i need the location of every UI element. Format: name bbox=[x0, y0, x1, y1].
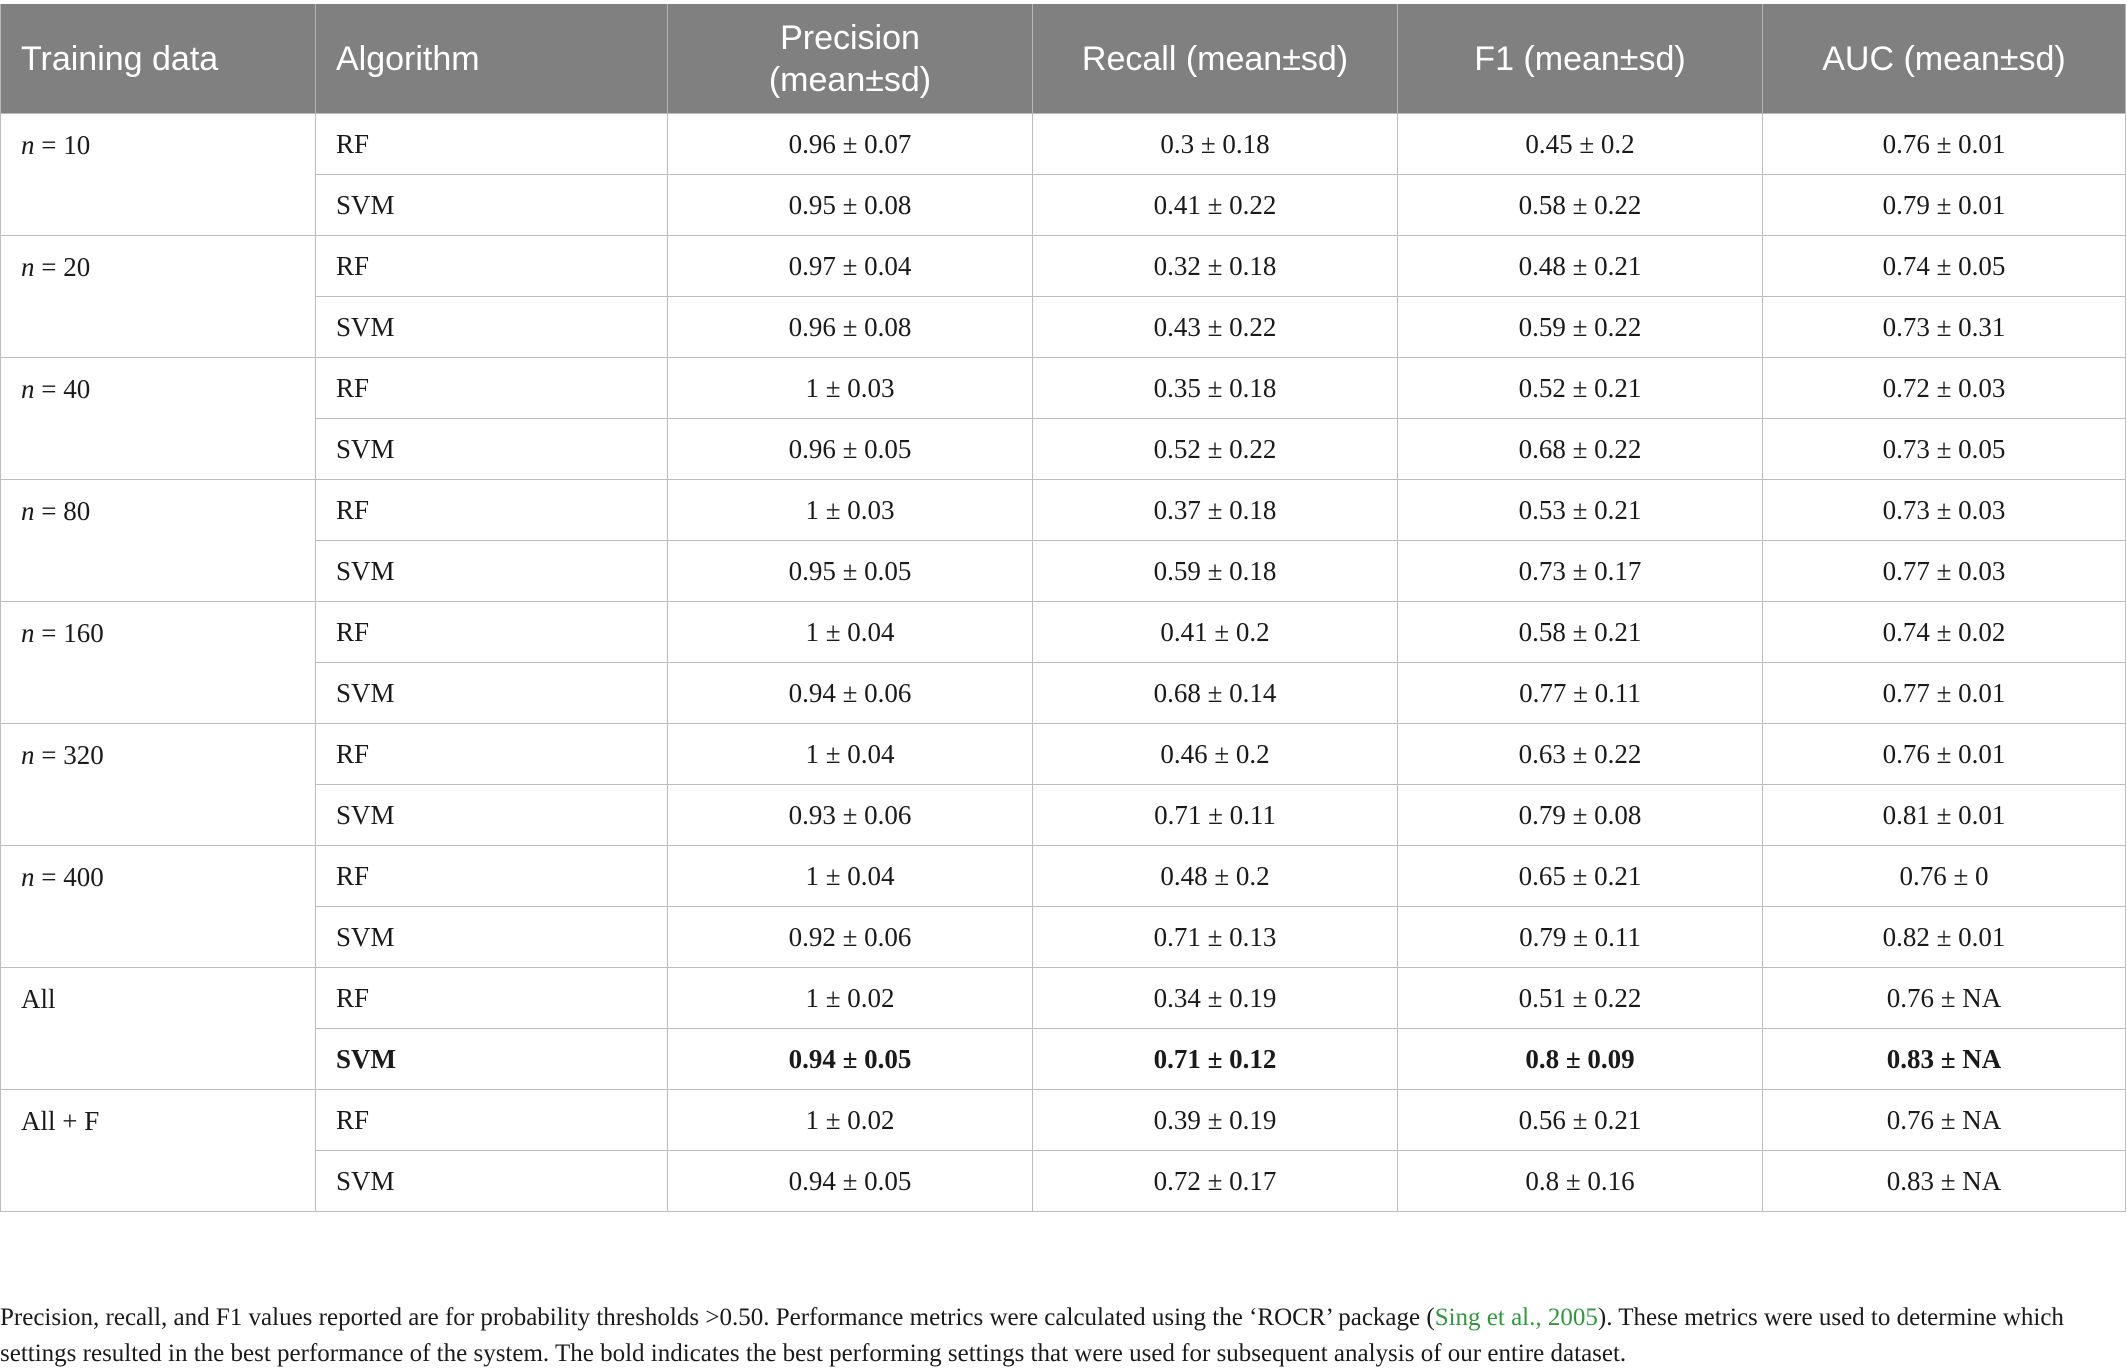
header-algorithm: Algorithm bbox=[316, 4, 668, 114]
table-row bbox=[1, 541, 2126, 602]
auc-cell: 0.83 ± NA bbox=[1763, 1029, 2126, 1090]
auc-cell: 0.76 ± NA bbox=[1763, 1090, 2126, 1151]
recall-cell: 0.72 ± 0.17 bbox=[1033, 1151, 1398, 1212]
table-body bbox=[1, 114, 2126, 1212]
training-data-label: = 320 bbox=[34, 740, 104, 770]
algorithm-cell: SVM bbox=[316, 419, 668, 480]
precision-cell: 0.96 ± 0.07 bbox=[668, 114, 1033, 175]
training-data-cell bbox=[1, 236, 316, 358]
footnote-text-2: ). These metrics were used to determine which settings resulted in the best performance of the system. The bold indicates the best performing settings that were used for subsequent analysis of our entire dataset. bbox=[0, 1304, 2064, 1367]
algorithm-cell: RF bbox=[316, 724, 668, 785]
f1-cell: 0.79 ± 0.11 bbox=[1398, 907, 1763, 968]
table-row bbox=[1, 785, 2126, 846]
recall-cell: 0.3 ± 0.18 bbox=[1033, 114, 1398, 175]
auc-cell: 0.73 ± 0.03 bbox=[1763, 480, 2126, 541]
recall-cell: 0.59 ± 0.18 bbox=[1033, 541, 1398, 602]
auc-cell: 0.76 ± 0.01 bbox=[1763, 724, 2126, 785]
f1-cell: 0.45 ± 0.2 bbox=[1398, 114, 1763, 175]
table-row bbox=[1, 724, 2126, 785]
footnote-text-1: Precision, recall, and F1 values reported are for probability thresholds >0.50. Performance metrics were calculated using the ‘ROCR’ package ( bbox=[0, 1304, 1435, 1331]
f1-cell: 0.52 ± 0.21 bbox=[1398, 358, 1763, 419]
training-data-cell bbox=[1, 480, 316, 602]
algorithm-cell: RF bbox=[316, 236, 668, 297]
auc-cell: 0.77 ± 0.03 bbox=[1763, 541, 2126, 602]
algorithm-cell: SVM bbox=[316, 1151, 668, 1212]
precision-cell: 1 ± 0.02 bbox=[668, 1090, 1033, 1151]
table-row bbox=[1, 175, 2126, 236]
n-variable: n bbox=[21, 862, 35, 892]
table-row bbox=[1, 297, 2126, 358]
f1-cell: 0.53 ± 0.21 bbox=[1398, 480, 1763, 541]
f1-cell: 0.59 ± 0.22 bbox=[1398, 297, 1763, 358]
recall-cell: 0.52 ± 0.22 bbox=[1033, 419, 1398, 480]
header-precision-line2: (mean±sd) bbox=[768, 60, 932, 99]
recall-cell: 0.41 ± 0.2 bbox=[1033, 602, 1398, 663]
auc-cell: 0.76 ± 0.01 bbox=[1763, 114, 2126, 175]
table-row bbox=[1, 114, 2126, 175]
recall-cell: 0.46 ± 0.2 bbox=[1033, 724, 1398, 785]
header-recall: Recall (mean±sd) bbox=[1033, 4, 1398, 114]
table-row bbox=[1, 602, 2126, 663]
n-variable: n bbox=[21, 252, 35, 282]
precision-cell: 0.94 ± 0.06 bbox=[668, 663, 1033, 724]
auc-cell: 0.82 ± 0.01 bbox=[1763, 907, 2126, 968]
auc-cell: 0.73 ± 0.05 bbox=[1763, 419, 2126, 480]
f1-cell: 0.48 ± 0.21 bbox=[1398, 236, 1763, 297]
recall-cell: 0.48 ± 0.2 bbox=[1033, 846, 1398, 907]
training-data-label: = 40 bbox=[34, 374, 91, 404]
algorithm-cell: SVM bbox=[316, 663, 668, 724]
f1-cell: 0.63 ± 0.22 bbox=[1398, 724, 1763, 785]
table-row bbox=[1, 419, 2126, 480]
precision-cell: 0.94 ± 0.05 bbox=[668, 1029, 1033, 1090]
training-data-cell bbox=[1, 358, 316, 480]
algorithm-cell: RF bbox=[316, 602, 668, 663]
n-variable: n bbox=[21, 374, 35, 404]
table-row bbox=[1, 846, 2126, 907]
precision-cell: 0.96 ± 0.05 bbox=[668, 419, 1033, 480]
f1-cell: 0.65 ± 0.21 bbox=[1398, 846, 1763, 907]
algorithm-cell: RF bbox=[316, 114, 668, 175]
algorithm-cell: RF bbox=[316, 968, 668, 1029]
training-data-cell bbox=[1, 114, 316, 236]
precision-cell: 0.97 ± 0.04 bbox=[668, 236, 1033, 297]
results-table bbox=[0, 4, 2126, 1212]
precision-cell: 1 ± 0.04 bbox=[668, 602, 1033, 663]
header-row bbox=[1, 4, 2126, 114]
table-row bbox=[1, 1029, 2126, 1090]
precision-cell: 0.92 ± 0.06 bbox=[668, 907, 1033, 968]
citation-link[interactable]: Sing et al., 2005 bbox=[1434, 1304, 1598, 1331]
recall-cell: 0.71 ± 0.13 bbox=[1033, 907, 1398, 968]
precision-cell: 1 ± 0.04 bbox=[668, 724, 1033, 785]
algorithm-cell: RF bbox=[316, 1090, 668, 1151]
auc-cell: 0.81 ± 0.01 bbox=[1763, 785, 2126, 846]
training-data-label: = 400 bbox=[34, 862, 104, 892]
auc-cell: 0.79 ± 0.01 bbox=[1763, 175, 2126, 236]
precision-cell: 1 ± 0.02 bbox=[668, 968, 1033, 1029]
algorithm-cell: RF bbox=[316, 480, 668, 541]
auc-cell: 0.74 ± 0.02 bbox=[1763, 602, 2126, 663]
f1-cell: 0.8 ± 0.16 bbox=[1398, 1151, 1763, 1212]
n-variable: n bbox=[21, 496, 35, 526]
header-training-data: Training data bbox=[1, 4, 316, 114]
table-row bbox=[1, 1151, 2126, 1212]
auc-cell: 0.77 ± 0.01 bbox=[1763, 663, 2126, 724]
recall-cell: 0.34 ± 0.19 bbox=[1033, 968, 1398, 1029]
n-variable: n bbox=[21, 618, 35, 648]
f1-cell: 0.77 ± 0.11 bbox=[1398, 663, 1763, 724]
recall-cell: 0.43 ± 0.22 bbox=[1033, 297, 1398, 358]
recall-cell: 0.68 ± 0.14 bbox=[1033, 663, 1398, 724]
table-row bbox=[1, 1090, 2126, 1151]
header-f1: F1 (mean±sd) bbox=[1398, 4, 1763, 114]
algorithm-cell: SVM bbox=[316, 541, 668, 602]
training-data-cell bbox=[1, 602, 316, 724]
table-row bbox=[1, 907, 2126, 968]
training-data-label: All + F bbox=[21, 1106, 100, 1136]
recall-cell: 0.71 ± 0.11 bbox=[1033, 785, 1398, 846]
algorithm-cell: SVM bbox=[316, 785, 668, 846]
precision-cell: 0.94 ± 0.05 bbox=[668, 1151, 1033, 1212]
auc-cell: 0.76 ± 0 bbox=[1763, 846, 2126, 907]
algorithm-cell: SVM bbox=[316, 1029, 668, 1090]
auc-cell: 0.76 ± NA bbox=[1763, 968, 2126, 1029]
recall-cell: 0.39 ± 0.19 bbox=[1033, 1090, 1398, 1151]
training-data-label: = 160 bbox=[34, 618, 104, 648]
f1-cell: 0.51 ± 0.22 bbox=[1398, 968, 1763, 1029]
algorithm-cell: RF bbox=[316, 358, 668, 419]
training-data-cell bbox=[1, 724, 316, 846]
n-variable: n bbox=[21, 130, 35, 160]
recall-cell: 0.35 ± 0.18 bbox=[1033, 358, 1398, 419]
recall-cell: 0.71 ± 0.12 bbox=[1033, 1029, 1398, 1090]
f1-cell: 0.56 ± 0.21 bbox=[1398, 1090, 1763, 1151]
table-footnote bbox=[0, 1300, 2110, 1372]
f1-cell: 0.58 ± 0.22 bbox=[1398, 175, 1763, 236]
table-row bbox=[1, 968, 2126, 1029]
auc-cell: 0.73 ± 0.31 bbox=[1763, 297, 2126, 358]
recall-cell: 0.41 ± 0.22 bbox=[1033, 175, 1398, 236]
algorithm-cell: RF bbox=[316, 846, 668, 907]
precision-cell: 1 ± 0.03 bbox=[668, 480, 1033, 541]
training-data-cell bbox=[1, 968, 316, 1090]
auc-cell: 0.72 ± 0.03 bbox=[1763, 358, 2126, 419]
precision-cell: 0.96 ± 0.08 bbox=[668, 297, 1033, 358]
algorithm-cell: SVM bbox=[316, 297, 668, 358]
table-row bbox=[1, 358, 2126, 419]
f1-cell: 0.58 ± 0.21 bbox=[1398, 602, 1763, 663]
table-row bbox=[1, 480, 2126, 541]
training-data-label: All bbox=[21, 984, 56, 1014]
table-row bbox=[1, 663, 2126, 724]
header-precision bbox=[668, 4, 1033, 114]
precision-cell: 0.95 ± 0.08 bbox=[668, 175, 1033, 236]
f1-cell: 0.8 ± 0.09 bbox=[1398, 1029, 1763, 1090]
recall-cell: 0.32 ± 0.18 bbox=[1033, 236, 1398, 297]
f1-cell: 0.68 ± 0.22 bbox=[1398, 419, 1763, 480]
training-data-label: = 20 bbox=[34, 252, 91, 282]
training-data-cell bbox=[1, 1090, 316, 1212]
n-variable: n bbox=[21, 740, 35, 770]
precision-cell: 0.95 ± 0.05 bbox=[668, 541, 1033, 602]
training-data-label: = 80 bbox=[34, 496, 91, 526]
auc-cell: 0.83 ± NA bbox=[1763, 1151, 2126, 1212]
auc-cell: 0.74 ± 0.05 bbox=[1763, 236, 2126, 297]
training-data-label: = 10 bbox=[34, 130, 91, 160]
f1-cell: 0.73 ± 0.17 bbox=[1398, 541, 1763, 602]
table-row bbox=[1, 236, 2126, 297]
recall-cell: 0.37 ± 0.18 bbox=[1033, 480, 1398, 541]
algorithm-cell: SVM bbox=[316, 907, 668, 968]
algorithm-cell: SVM bbox=[316, 175, 668, 236]
f1-cell: 0.79 ± 0.08 bbox=[1398, 785, 1763, 846]
precision-cell: 0.93 ± 0.06 bbox=[668, 785, 1033, 846]
header-auc: AUC (mean±sd) bbox=[1763, 4, 2126, 114]
header-precision-line1: Precision bbox=[780, 18, 920, 57]
training-data-cell bbox=[1, 846, 316, 968]
precision-cell: 1 ± 0.04 bbox=[668, 846, 1033, 907]
precision-cell: 1 ± 0.03 bbox=[668, 358, 1033, 419]
